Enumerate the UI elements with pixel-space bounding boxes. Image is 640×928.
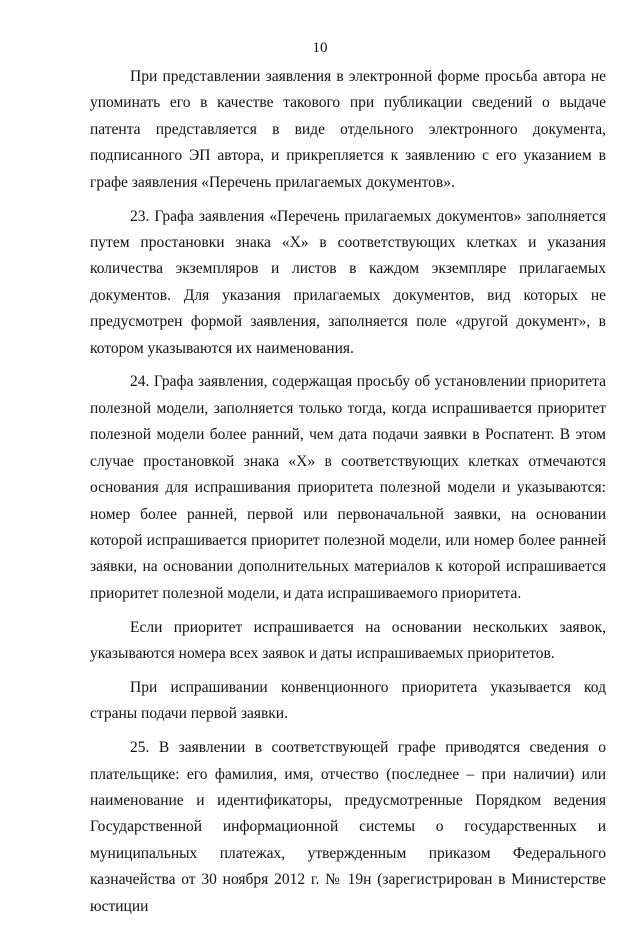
paragraph-convention-priority: При испрашивании конвенционного приоритета указывается код страны подачи первой заявки.: [90, 678, 606, 723]
page-number: 10: [312, 40, 328, 56]
paragraph-24-priority-request: 24. Графа заявления, содержащая просьбу об установлении приоритета полезной модели, заполняется только тогда, когда испрашивается приоритет полезной модели более ранний, чем дата подачи заявки в Роспатент. В этом случае простановкой знака «Х» в соответствующих клетках отмечаются основания для испрашивания приоритета полезной модели и указываются: номер более ранней, первой или первоначальной заявки, на основании которой испрашивается приоритет полезной модели, или номер более ранней заявки, на основании дополнительных материалов к которой испрашивается приоритет полезной модели, и дата испрашиваемого приоритета.: [90, 373, 606, 602]
document-body: [90, 64, 606, 928]
paragraph-multiple-applications-priority: Если приоритет испрашивается на основании нескольких заявок, указываются номера всех заявок и даты испрашиваемых приоритетов.: [90, 618, 606, 663]
paragraph-23-attached-documents: 23. Графа заявления «Перечень прилагаемых документов» заполняется путем простановки знака «Х» в соответствующих клетках и указания количества экземпляров и листов в каждом экземпляре прилагаемых документов. Для указания прилагаемых документов, вид которых не предусмотрен формой заявления, заполняется поле «другой документ», в котором указываются их наименования.: [90, 207, 606, 357]
paragraph-electronic-form-request: При представлении заявления в электронной форме просьба автора не упоминать его в качестве такового при публикации сведений о выдаче патента представляется в виде отдельного электронного документа, подписанного ЭП автора, и прикрепляется к заявлению с его указанием в графе заявления «Перечень прилагаемых документов».: [90, 68, 606, 191]
paragraph-25-payer-information: 25. В заявлении в соответствующей графе приводятся сведения о плательщике: его фамилия, имя, отчество (последнее – при наличии) или наименование и идентификаторы, предусмотренные Порядком ведения Государственной информационной системы о государственных и муниципальных платежах, утвержденным приказом Федерального казначейства от 30 ноября 2012 г. № 19н (зарегистрирован в Министерстве юстиции: [90, 739, 606, 915]
